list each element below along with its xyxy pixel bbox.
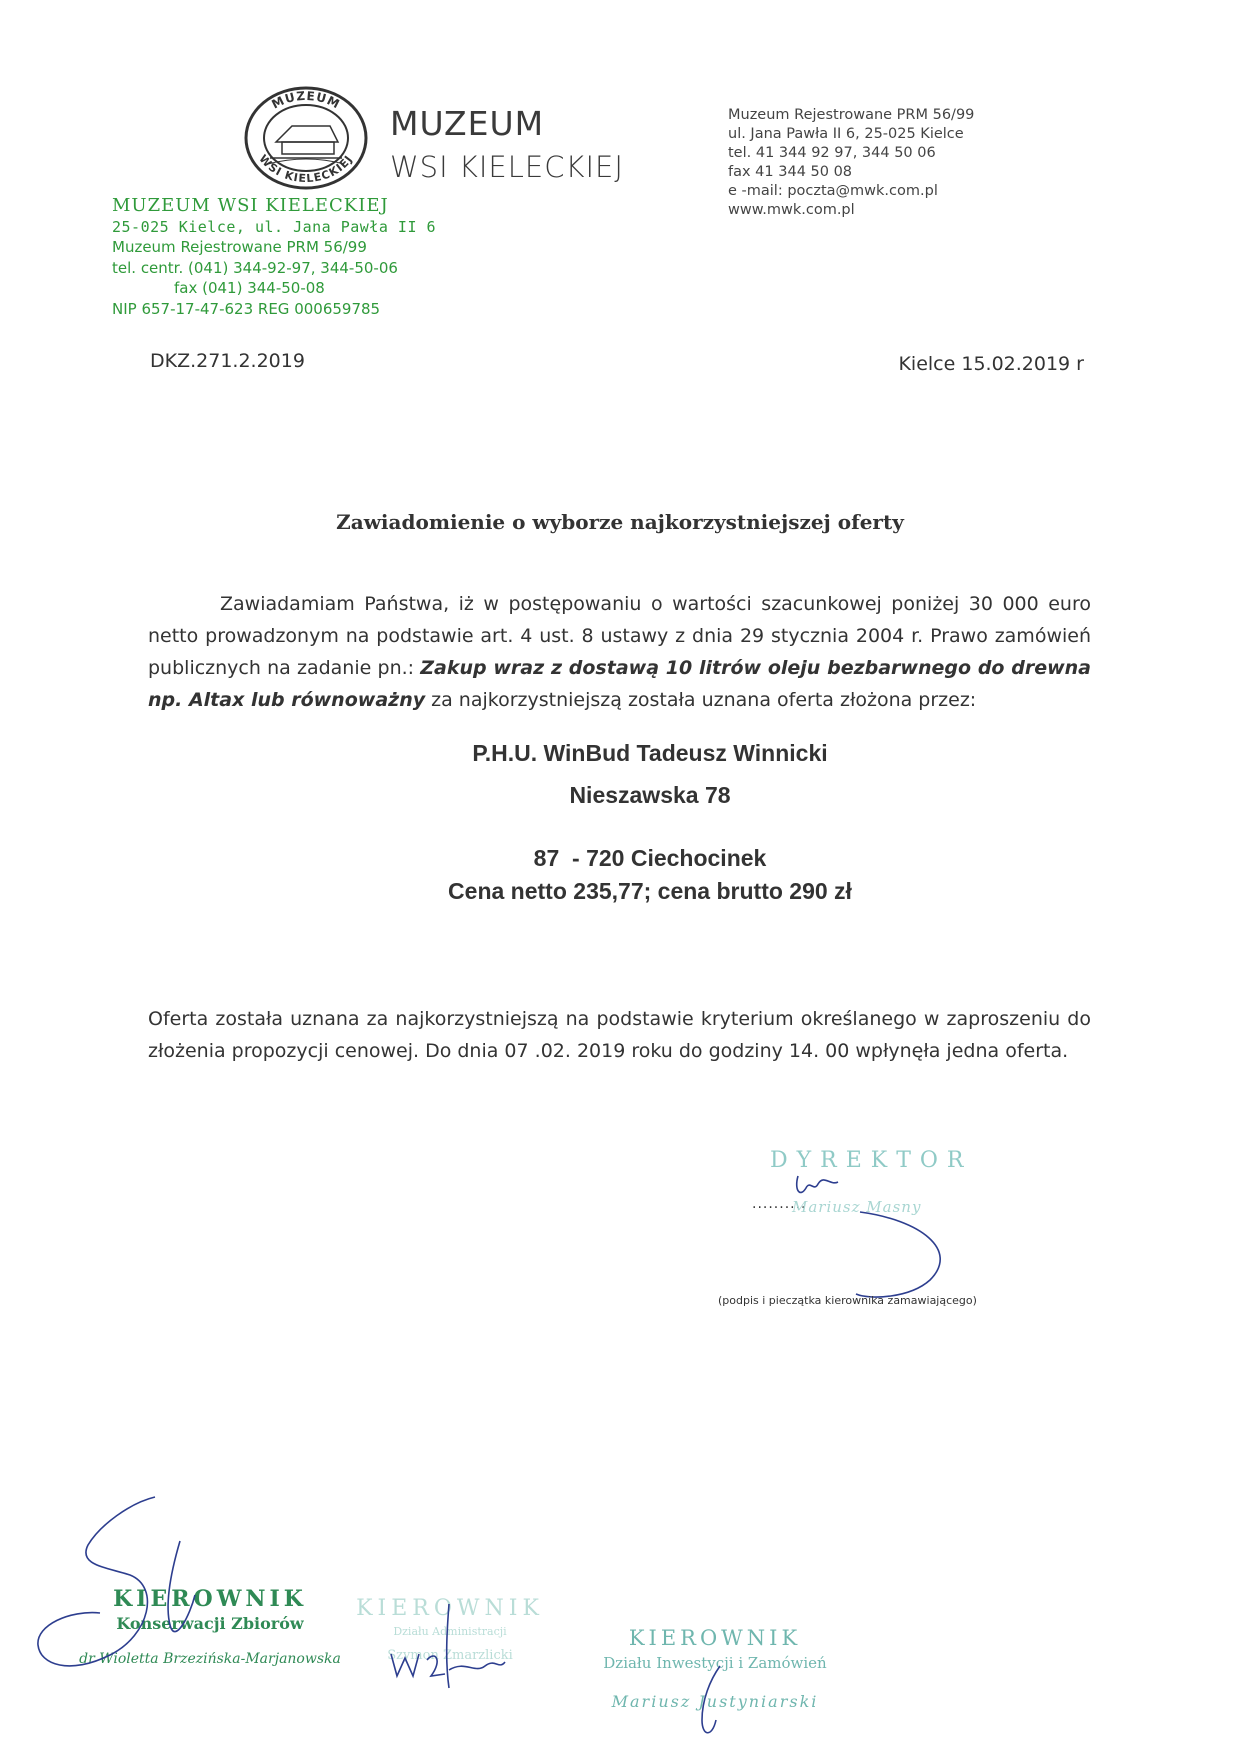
signature-caption: (podpis i pieczątka kierownika zamawiającego) (718, 1294, 977, 1307)
brand-subtitle: WSI KIELECKIEJ (390, 150, 624, 184)
museum-logo (242, 84, 370, 192)
director-stamp: DYREKTOR (770, 1148, 973, 1173)
institution-stamp (112, 196, 436, 319)
stamp-conservation-dept: Konserwacji Zbiorów (116, 1614, 304, 1633)
winner-price: Cena netto 235,77; cena brutto 290 zł (448, 878, 852, 904)
svg-text:MUZEUM: MUZEUM (269, 88, 343, 112)
stamp-conservation-name: dr Wioletta Brzezińska-Marjanowska (79, 1651, 341, 1667)
contact-block (728, 106, 974, 220)
stamp-administration-title: KIEROWNIK (356, 1596, 544, 1621)
svg-text:WSI KIELECKIEJ: WSI KIELECKIEJ (256, 152, 356, 186)
stamp-address: 25-025 Kielce, ul. Jana Pawła II 6 (112, 217, 437, 236)
notice-outro: za najkorzystniejszą została uznana oferta złożona przez: (425, 689, 977, 711)
stamp-investment-dept: Działu Inwestycji i Zamówień (603, 1654, 827, 1672)
contact-website: www.mwk.com.pl (728, 202, 855, 218)
contact-address: ul. Jana Pawła II 6, 25-025 Kielce (728, 126, 964, 142)
stamp-phone: tel. centr. (041) 344-92-97, 344-50-06 (112, 258, 398, 277)
director-signature (790, 1170, 960, 1300)
stamp-administration-name: Szymon Zmarzlicki (387, 1648, 513, 1663)
signature-dots: .......... (752, 1196, 807, 1212)
winner-name: P.H.U. WinBud Tadeusz Winnicki (472, 740, 828, 766)
contact-registry: Muzeum Rejestrowane PRM 56/99 (728, 107, 975, 123)
administration-signature (385, 1600, 525, 1690)
director-name: Mariusz Masny (792, 1198, 922, 1216)
stamp-fax: fax (041) 344-50-08 (174, 279, 325, 297)
document-reference: DKZ.271.2.2019 (150, 350, 305, 372)
contact-phone: tel. 41 344 92 97, 344 50 06 (728, 145, 936, 161)
contact-fax: fax 41 344 50 08 (728, 164, 853, 180)
stamp-investment-title: KIEROWNIK (628, 1626, 802, 1650)
conservation-signature (30, 1495, 330, 1695)
winner-street: Nieszawska 78 (569, 782, 731, 808)
brand-title: MUZEUM (390, 104, 545, 143)
investment-signature (690, 1660, 730, 1750)
document-date: Kielce 15.02.2019 r (898, 353, 1084, 375)
notice-intro: Zawiadamiam Państwa, iż w postępowaniu o wartości szacunkowej poniżej 30 000 euro netto prowadzonym na podstawie art. 4 ust. 8 ustawy z dnia 29 stycznia 2004 r. Prawo zamówień publicznych na zadanie pn.: (148, 593, 1091, 679)
stamp-conservation-title: KIEROWNIK (113, 1586, 307, 1612)
document-title: Zawiadomienie o wyborze najkorzystniejszej oferty (336, 510, 904, 534)
procurement-subject: Zakup wraz z dostawą 10 litrów oleju bezbarwnego do drewna np. Altax lub równoważny (148, 657, 1091, 711)
stamp-investment-name: Mariusz Justyniarski (611, 1692, 819, 1711)
winner-city: 87 - 720 Ciechocinek (533, 845, 767, 871)
notice-paragraph (148, 588, 1091, 716)
stamp-administration-dept: Działu Administracji (393, 1625, 507, 1638)
justification-paragraph: Oferta została uznana za najkorzystniejszą na podstawie kryterium określanego w zaproszeniu do złożenia propozycji cenowej. Do dnia 07 .02. 2019 roku do godziny 14. 00 wpłynęła jedna oferta. (148, 1008, 1091, 1062)
stamp-registry: Muzeum Rejestrowane PRM 56/99 (112, 238, 367, 256)
stamp-nip: NIP 657-17-47-623 REG 000659785 (112, 299, 381, 318)
stamp-name: MUZEUM WSI KIELECKIEJ (112, 195, 389, 216)
contact-email: e -mail: poczta@mwk.com.pl (728, 183, 938, 199)
